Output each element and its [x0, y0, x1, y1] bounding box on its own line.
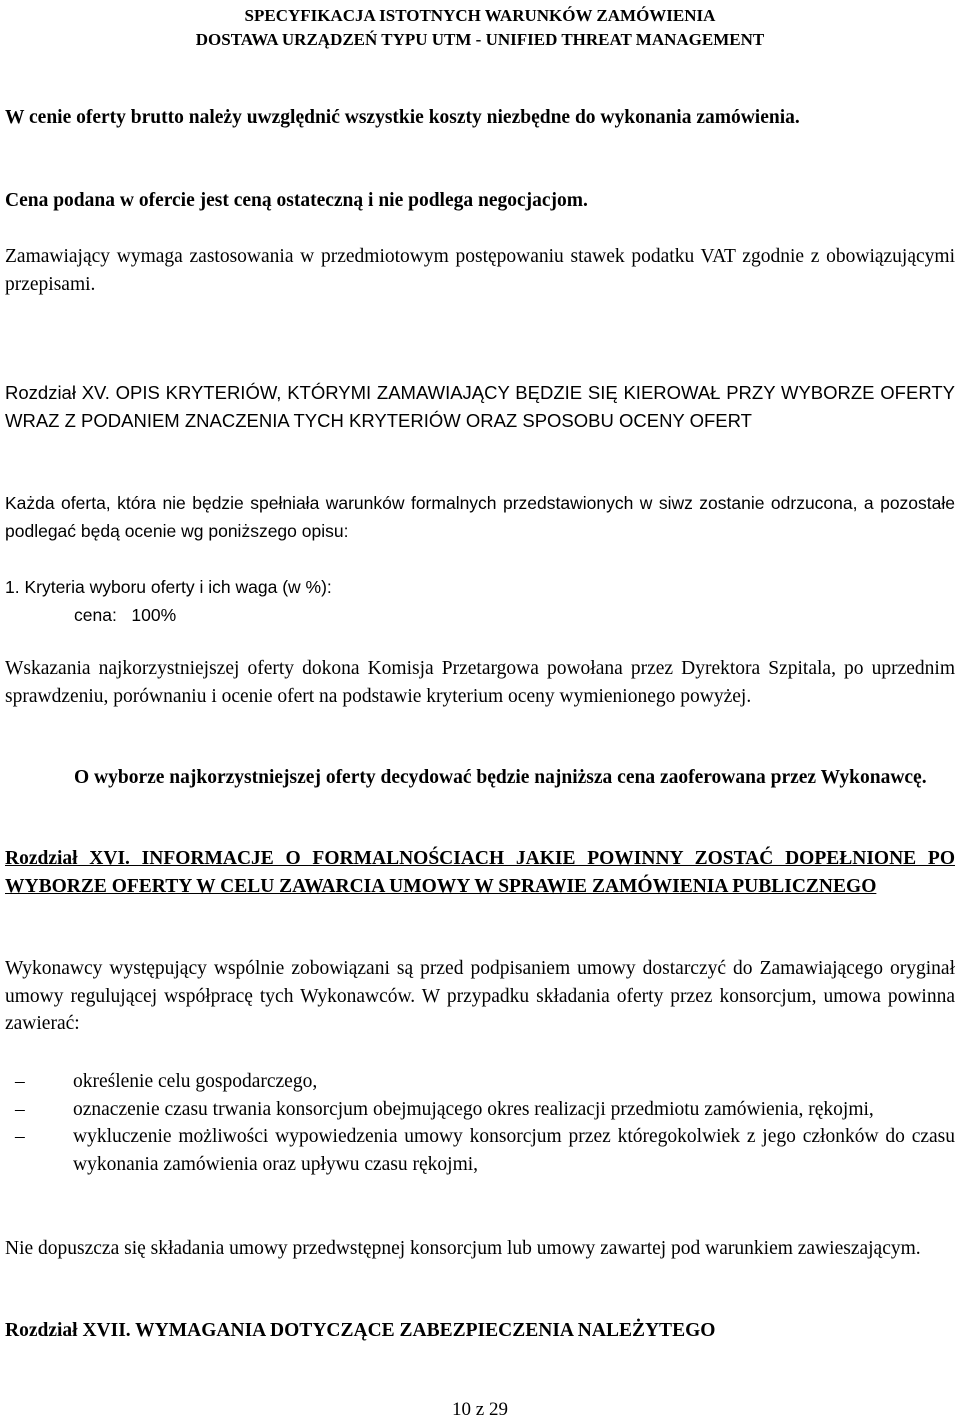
header-line-2: DOSTAWA URZĄDZEŃ TYPU UTM - UNIFIED THREAT MANAGEMENT — [195, 30, 765, 49]
section-15-heading — [5, 379, 955, 434]
list-item-text: wykluczenie możliwości wypowiedzenia umowy konsorcjum przez któregokolwiek z jego członków do czasu wykonania zamówienia oraz upływu czasu rękojmi, — [73, 1126, 955, 1175]
criterion-name: cena: — [74, 605, 117, 625]
criterion-weight: 100% — [131, 605, 177, 625]
commission-paragraph: Wskazania najkorzystniejszej oferty dokona Komisja Przetargowa powołana przez Dyrektora Szpitala, po uprzednim sprawdzeniu, porównaniu i ocenie ofert na podstawie kryterium oceny wymienionego powyżej. — [5, 658, 955, 707]
page-number: 10 z 29 — [452, 1399, 508, 1420]
criteria-heading: 1. Kryteria wyboru oferty i ich waga (w %): — [5, 577, 332, 597]
contract-requirements-list — [5, 1068, 955, 1178]
section-15-intro: Każda oferta, która nie będzie spełniała warunków formalnych przedstawionych w siwz zostanie odrzucona, a pozostałe podlegać będą ocenie wg poniższego opisu: — [5, 493, 955, 541]
list-item-text: określenie celu gospodarczego, — [73, 1071, 318, 1092]
list-item — [5, 1123, 955, 1178]
section-15-label: Rozdział XV. — [5, 382, 110, 403]
dash-bullet: – — [15, 1126, 25, 1147]
document-header — [0, 4, 960, 52]
price-paragraph-2: Cena podana w ofercie jest ceną ostateczną i nie podlega negocjacjom. — [5, 190, 588, 211]
header-line-1: SPECYFIKACJA ISTOTNYCH WARUNKÓW ZAMÓWIENIA — [244, 6, 716, 25]
dash-bullet: – — [15, 1071, 25, 1092]
price-paragraph-3: Zamawiający wymaga zastosowania w przedmiotowym postępowaniu stawek podatku VAT zgodnie z obowiązującymi przepisami. — [5, 246, 955, 295]
section-16-closing: Nie dopuszcza się składania umowy przedwstępnej konsorcjum lub umowy zawartej pod warunkiem zawieszającym. — [5, 1238, 921, 1259]
section-17-heading: Rozdział XVII. WYMAGANIA DOTYCZĄCE ZABEZPIECZENIA NALEŻYTEGO — [5, 1320, 716, 1341]
dash-bullet: – — [15, 1098, 25, 1120]
list-item-text: oznaczenie czasu trwania konsorcjum obejmującego okres realizacji przedmiotu zamówienia, rękojmi, — [73, 1098, 874, 1120]
section-16-intro: Wykonawcy występujący wspólnie zobowiązani są przed podpisaniem umowy dostarczyć do Zamawiającego oryginał umowy regulującej współpracę tych Wykonawców. W przypadku składania oferty przez konsorcjum, umowa powinna zawierać: — [5, 958, 955, 1034]
list-item — [5, 1068, 955, 1096]
list-item — [5, 1096, 955, 1124]
section-16-heading: Rozdział XVI. INFORMACJE O FORMALNOŚCIACH JAKIE POWINNY ZOSTAĆ DOPEŁNIONE PO WYBORZE OFERTY W CELU ZAWARCIA UMOWY W SPRAWIE ZAMÓWIENIA PUBLICZNEGO — [5, 848, 955, 897]
decision-paragraph: O wyborze najkorzystniejszej oferty decydować będzie najniższa cena zaoferowana przez Wykonawcę. — [74, 767, 927, 788]
criterion-row — [74, 602, 474, 630]
section-15-title: OPIS KRYTERIÓW, KTÓRYMI ZAMAWIAJĄCY BĘDZIE SIĘ KIEROWAŁ PRZY WYBORZE OFERTY WRAZ Z PODANIEM ZNACZENIA TYCH KRYTERIÓW ORAZ SPOSOBU OCENY OFERT — [5, 382, 955, 431]
price-paragraph-1: W cenie oferty brutto należy uwzględnić wszystkie koszty niezbędne do wykonania zamówienia. — [5, 107, 800, 128]
